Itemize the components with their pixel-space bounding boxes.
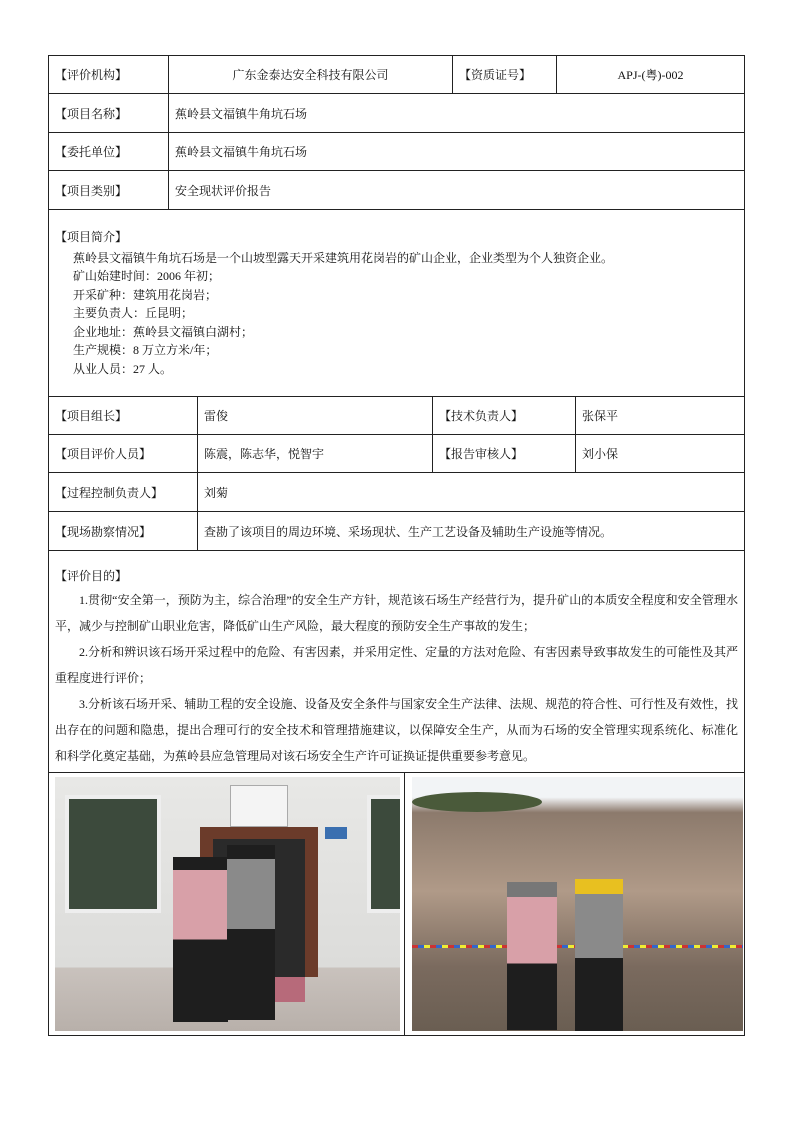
process-label: 【过程控制负责人】 xyxy=(48,472,198,512)
intro-line: 蕉岭县文福镇牛角坑石场是一个山坡型露天开采建筑用花岗岩的矿山企业，企业类型为个人独资企业。 xyxy=(73,250,614,265)
category-value: 安全现状评价报告 xyxy=(168,170,745,210)
evaluation-purpose xyxy=(48,550,745,773)
leader-value: 雷俊 xyxy=(197,396,433,435)
project-name-value: 蕉岭县文福镇牛角坑石场 xyxy=(168,93,745,133)
review-value: 刘小保 xyxy=(575,434,745,473)
org-value: 广东金泰达安全科技有限公司 xyxy=(168,55,453,94)
cert-label: 【资质证号】 xyxy=(452,55,557,94)
review-label: 【报告审核人】 xyxy=(432,434,576,473)
site-label: 【现场勘察情况】 xyxy=(48,511,198,551)
office-photo xyxy=(55,777,400,1031)
category-label: 【项目类别】 xyxy=(48,170,169,210)
org-label: 【评价机构】 xyxy=(48,55,169,94)
leader-label: 【项目组长】 xyxy=(48,396,198,435)
members-value: 陈震，陈志华，悦智宇 xyxy=(197,434,433,473)
client-value: 蕉岭县文福镇牛角坑石场 xyxy=(168,132,745,171)
cert-value: APJ-(粤)-002 xyxy=(556,55,745,94)
intro-line: 开采矿种：建筑用花岗岩； xyxy=(73,287,218,302)
intro-line: 企业地址：蕉岭县文福镇白湖村； xyxy=(73,324,254,339)
intro-line: 主要负责人：丘昆明； xyxy=(73,306,194,320)
tech-value: 张保平 xyxy=(575,396,745,435)
site-value: 查勘了该项目的周边环境、采场现状、生产工艺设备及辅助生产设施等情况。 xyxy=(197,511,745,551)
client-label: 【委托单位】 xyxy=(48,132,169,171)
purpose-para: 2.分析和辨识该石场开采过程中的危险、有害因素，并采用定性、定量的方法对危险、有害因素导致事故发生的可能性及其严重程度进行评价； xyxy=(55,645,738,685)
tech-label: 【技术负责人】 xyxy=(432,396,576,435)
project-intro xyxy=(48,209,745,397)
purpose-para: 3.分析该石场开采、辅助工程的安全设施、设备及安全条件与国家安全生产法律、法规、规范的符合性、可行性及有效性，找出存在的问题和隐患，提出合理可行的安全技术和管理措施建议，以保障安全生产，从而为石场的安全管理实现系统化、标准化和科学化奠定基础，为蕉岭县应急管理局对该石场安全生产许可证换证提供重要参考意见。 xyxy=(55,697,738,763)
project-name-label: 【项目名称】 xyxy=(48,93,169,133)
members-label: 【项目评价人员】 xyxy=(48,434,198,473)
purpose-label: 【评价目的】 xyxy=(55,569,128,583)
intro-line: 生产规模：8 万立方米/年； xyxy=(73,343,218,357)
process-value: 刘菊 xyxy=(197,472,745,512)
intro-line: 从业人员：27 人。 xyxy=(73,361,173,376)
purpose-para: 1.贯彻“安全第一，预防为主，综合治理”的安全生产方针，规范该石场生产经营行为，提升矿山的本质安全程度和安全管理水平，减少与控制矿山职业危害，降低矿山生产风险，最大程度的预防安全生产事故的发生； xyxy=(55,593,738,633)
intro-label: 【项目简介】 xyxy=(55,230,128,244)
quarry-photo xyxy=(412,777,743,1031)
intro-line: 矿山始建时间：2006 年初； xyxy=(73,269,221,283)
